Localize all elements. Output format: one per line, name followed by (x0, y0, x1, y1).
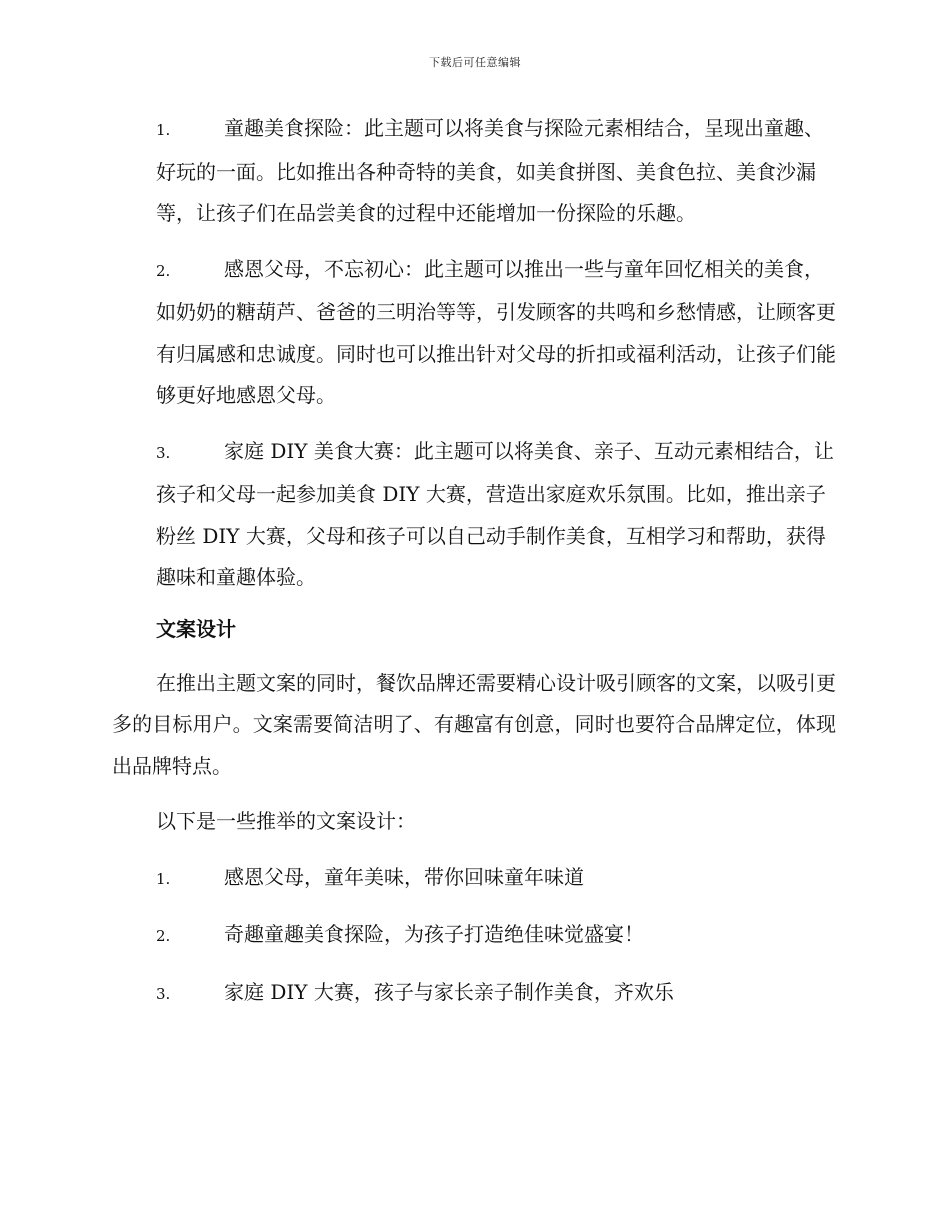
section-lead-paragraph: 以下是一些推举的文案设计： (156, 809, 416, 833)
list-item-text: 童趣美食探险：此主题可以将美食与探险元素相结合，呈现出童趣、好玩的一面。比如推出各种奇特的美食，如美食拼图、美食色拉、美食沙漏等，让孩子们在品尝美食的过程中还能增加一份探险的乐趣。 (156, 116, 824, 225)
section-heading: 文案设计 (156, 616, 236, 641)
theme-list-item (112, 249, 836, 417)
theme-list-item (112, 431, 836, 599)
list-item-text: 感恩父母，不忘初心：此主题可以推出一些与童年回忆相关的美食，如奶奶的糖葫芦、爸爸的三明治等等，引发顾客的共鸣和乡愁情感，让顾客更有归属感和忠诚度。同时也可以推出针对父母的折扣或福利活动，让孩子们能够更好地感恩父母。 (156, 256, 836, 407)
list-number: 3. (156, 984, 171, 1003)
list-number: 1. (156, 869, 171, 888)
list-item-text: 家庭 DIY 大赛，孩子与家长亲子制作美食，齐欢乐 (224, 979, 674, 1004)
copy-list-item (112, 857, 836, 901)
list-number: 1. (156, 121, 171, 139)
list-number: 3. (156, 443, 171, 462)
list-item-text: 奇趣童趣美食探险，为孩子打造绝佳味觉盛宴！ (224, 922, 644, 946)
section-intro-paragraph: 在推出主题文案的同时，餐饮品牌还需要精心设计吸引顾客的文案，以吸引更多的目标用户。文案需要简洁明了、有趣富有创意，同时也要符合品牌定位，体现出品牌特点。 (112, 670, 836, 778)
list-number: 2. (156, 261, 171, 280)
copy-list-item (112, 972, 836, 1016)
page-header: 下载后可任意编辑 (429, 56, 521, 69)
copy-list-item (112, 914, 836, 958)
document-body (112, 108, 836, 1029)
theme-list-item (112, 108, 836, 235)
list-number: 2. (156, 927, 171, 945)
list-item-text: 感恩父母，童年美味，带你回味童年味道 (224, 864, 584, 889)
list-item-text: 家庭 DIY 美食大赛：此主题可以将美食、亲子、互动元素相结合，让孩子和父母一起参加美食 DIY 大赛，营造出家庭欢乐氛围。比如，推出亲子粉丝 DIY 大赛，父母和孩子可以自己动手制作美食，互相学习和帮助，获得趣味和童趣体验。 (156, 438, 834, 589)
